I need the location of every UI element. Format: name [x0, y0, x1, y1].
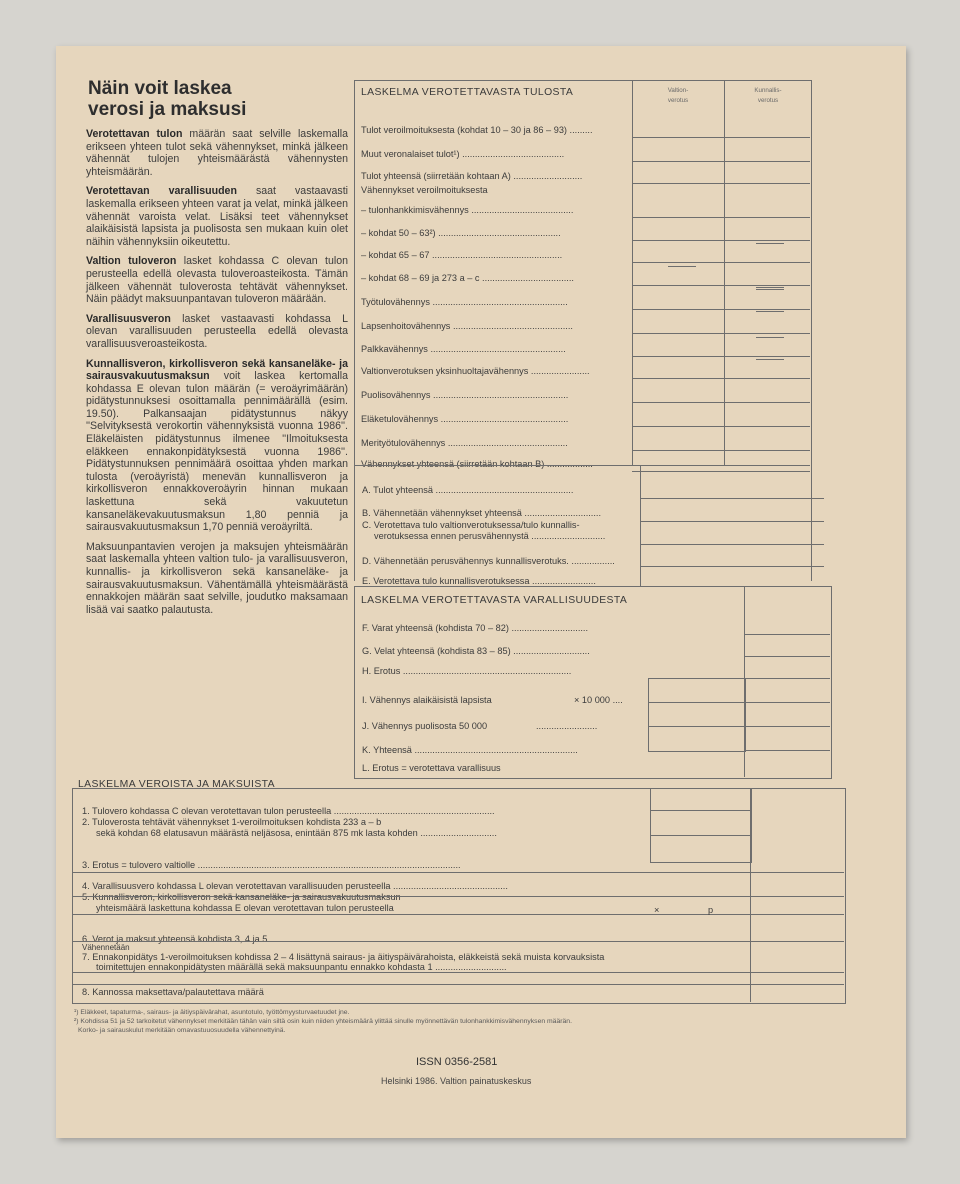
- pennies-unit: p: [708, 905, 714, 915]
- column-header-municipal: Kunnallis- verotus: [754, 87, 782, 104]
- divider: [632, 378, 810, 379]
- income-row-label: – kohdat 50 – 63²) ................................................: [361, 228, 561, 238]
- divider: [72, 914, 844, 915]
- tax-row-label: toimitettujen ennakonpidätysten määrällä sekä maksuunpantu ennakko kohdasta 1 ............................: [96, 962, 507, 972]
- income-row-label: Puolisovähennys .....................................................: [361, 390, 569, 400]
- deduction-subtotal-box: [648, 678, 746, 752]
- para-heading: Verotettavan tulon: [86, 128, 183, 140]
- no-entry-mark: [756, 243, 784, 244]
- divider: [72, 972, 844, 973]
- divider: [632, 137, 810, 138]
- para-text: saat vastaavasti laskemalla erikseen yhteen varat ja velat, minkä jälkeen vähennät varoista velat. Lisäksi teet vähennykset alaikäisistä lapsista ja puolisosta sen mukaan kuin olet näihin vähennyksiin oikeutettu.: [86, 185, 349, 248]
- divider: [632, 285, 810, 286]
- income-row-label: Tulot veroilmoituksesta (kohdat 10 – 30 ja 86 – 93) .........: [361, 125, 593, 135]
- income-row-label: Vähennykset veroilmoituksesta: [361, 185, 488, 195]
- tax-row-label: sekä kohdan 68 elatusavun määrästä neljäsosa, enintään 875 mk lasta kohden ..............................: [96, 828, 497, 838]
- divider: [744, 678, 830, 679]
- divider: [648, 702, 744, 703]
- divider: [632, 183, 810, 184]
- divider: [640, 498, 824, 499]
- instructions-title: [88, 78, 348, 120]
- divider: [744, 702, 830, 703]
- divider: [632, 240, 810, 241]
- divider: [354, 465, 810, 466]
- no-entry-mark: [756, 337, 784, 338]
- income-total-label: A. Tulot yhteensä ......................................................: [362, 485, 574, 495]
- income-row-label: Valtionverotuksen yksinhuoltajavähennys .......................: [361, 366, 590, 376]
- issn-number: ISSN 0356-2581: [416, 1056, 498, 1068]
- income-row-label: – kohdat 65 – 67 ...................................................: [361, 250, 563, 260]
- divider: [650, 835, 750, 836]
- divider: [640, 566, 824, 567]
- tax-row-label: 1. Tulovero kohdassa C olevan verotettavan tulon perusteella ...............................................................: [82, 806, 495, 816]
- no-entry-mark: [756, 289, 784, 290]
- income-row-label: – kohdat 68 – 69 ja 273 a – c ....................................: [361, 273, 574, 283]
- no-entry-mark: [756, 311, 784, 312]
- no-entry-mark: [756, 359, 784, 360]
- tax-row-label: 4. Varallisuusvero kohdassa L olevan verotettavan varallisuuden perusteella .............................................: [82, 881, 508, 891]
- instructions-column: [86, 78, 348, 623]
- wealth-row-label: H. Erotus ..................................................................: [362, 666, 572, 676]
- para-heading: Kunnallisveron, kirkollisveron sekä kansaneläke- ja sairausvakuutusmaksun: [86, 357, 348, 383]
- tax-section-title: LASKELMA VEROISTA JA MAKSUISTA: [78, 779, 275, 790]
- divider: [632, 356, 810, 357]
- wealth-row-label: F. Varat yhteensä (kohdista 70 – 82) ..............................: [362, 623, 589, 633]
- income-row-label: Tulot yhteensä (siirretään kohtaan A) ...........................: [361, 171, 583, 181]
- tax-row-label: 5. Kunnallisveron, kirkollisveron sekä kansaneläke- ja sairausvakuutusmaksun: [82, 892, 401, 902]
- divider: [648, 726, 744, 727]
- divider: [632, 450, 810, 451]
- income-row-label: Muut veronalaiset tulot¹) ........................................: [361, 149, 565, 159]
- rate-blank: [666, 914, 702, 915]
- income-total-label: E. Verotettava tulo kunnallisverotuksessa .........................: [362, 576, 596, 586]
- title-line-1: Näin voit laskea: [88, 78, 232, 99]
- tax-row-label: 2. Tuloverosta tehtävät vähennykset 1-veroilmoituksen kohdista 233 a – b: [82, 817, 382, 827]
- paragraph-total-taxes: [86, 541, 348, 617]
- wealth-row-label: I. Vähennys alaikäisistä lapsista: [362, 695, 492, 705]
- wealth-row-label: L. Erotus = verotettava varallisuus: [362, 763, 501, 773]
- state-tax-subtotal-box: [650, 788, 752, 863]
- paragraph-taxable-income: [86, 128, 348, 178]
- para-text: voit laskea kertomalla kohdassa E olevan tulon määrän (= veroäyrimäärän) pidätystunnuksesi osoittamalla pennimäärällä (esim. 19.50). Palkansaajan pidätystunnus näkyy ''Selvityksestä verokortin vähennyksistä vuonna 1986''. Eläkeläisten pidätystunnus ilmenee ''Ilmoituksesta eläkkeen ennakonpidätyksestä vuonna 1986''. Pidätystunnuksen pennimäärä osoittaa yhden markan tulosta (veroäyristä) menevän kunnallisveron ja kirkollisveron ennakkoveroäyrin hinnan mukaan laskettuna sekä vakuutetun kansaneläkevakuutusmaksun 1,80 penniä ja sairausvakuutusmaksun 1,70 penniä veroäyriltä.: [86, 370, 348, 534]
- divider: [72, 872, 844, 873]
- divider: [632, 426, 810, 427]
- wealth-row-label: G. Velat yhteensä (kohdista 83 – 85) ..............................: [362, 646, 590, 656]
- para-text: Maksuunpantavien verojen ja maksujen yhteismäärän saat laskemalla yhteen valtion tulo- ja varallisuusveron, kunnallis- ja kirkollisveron sekä kansaneläke- ja sairausvakuutusmaksun. Vähentämällä yhteismäärästä ennakkojen määrän saat selville, joudutko maksamaan lisää vai saatko palautusta.: [86, 540, 348, 616]
- tax-form-page: [56, 46, 906, 1138]
- income-section-title: LASKELMA VEROTETTAVASTA TULOSTA: [361, 87, 574, 98]
- income-row-label: – tulonhankkimisvähennys ........................................: [361, 205, 574, 215]
- divider: [744, 634, 830, 635]
- paragraph-wealth-tax: [86, 313, 348, 351]
- tax-row-label: 7. Ennakonpidätys 1-veroilmoituksen kohdissa 2 – 4 lisättynä sairaus- ja äitiyspäivärahoista, eläkkeistä sekä muista korvauksista: [82, 952, 605, 962]
- divider: [72, 896, 844, 897]
- tax-row-label: yhteismäärä laskettuna kohdassa E olevan verotettavan tulon perusteella: [96, 903, 394, 913]
- no-entry-mark: [668, 266, 696, 267]
- footnote-3: Korko- ja sairauskulut merkitään omavastuuosuudella vähennettyinä.: [78, 1027, 286, 1034]
- times-sign: ×: [654, 905, 660, 915]
- divider: [632, 262, 810, 263]
- divider: [640, 544, 824, 545]
- divider: [744, 750, 830, 751]
- divider: [72, 984, 844, 985]
- income-total-label: B. Vähennetään vähennykset yhteensä ..............................: [362, 508, 602, 518]
- title-line-2: verosi ja maksusi: [88, 99, 247, 120]
- divider: [632, 309, 810, 310]
- para-text: lasket vastaavasti kohdassa L olevan varallisuuden perusteella edellä olevasta varallisuusveroasteikosta.: [86, 312, 348, 350]
- income-row-label: Lapsenhoitovähennys ...............................................: [361, 321, 573, 331]
- divider: [632, 161, 810, 162]
- no-entry-mark: [756, 287, 784, 288]
- income-row-label: Eläketulovähennys ..................................................: [361, 414, 569, 424]
- divider: [72, 941, 844, 942]
- income-total-label: verotuksessa ennen perusvähennystä .............................: [374, 531, 606, 541]
- income-total-label: C. Verotettava tulo valtionverotuksessa/tulo kunnallis-: [362, 520, 580, 530]
- spouse-deduction-dots: ........................: [536, 721, 598, 731]
- para-text: määrän saat selville laskemalla erikseen yhteen tulot sekä vähennykset, minkä jälkeen vähennät tulojen yhteismäärästä vähennysten yhteismäärän.: [86, 128, 348, 178]
- income-row-label: Työtulovähennys .....................................................: [361, 297, 568, 307]
- column-header-state: Valtion- verotus: [667, 87, 689, 104]
- para-heading: Varallisuusveron: [86, 312, 171, 325]
- divider: [744, 726, 830, 727]
- para-heading: Verotettavan varallisuuden: [86, 185, 237, 198]
- tax-row-label: Vähennetään: [82, 943, 130, 952]
- divider: [744, 656, 830, 657]
- divider: [632, 402, 810, 403]
- para-text: lasket kohdassa C olevan tulon perusteella edellä olevasta tuloveroasteikosta. Tämän jälkeen vähennät tuloverosta tehtävät vähennykset. Näin päädyt maksuunpantavan tuloveron määrään.: [86, 255, 348, 306]
- para-heading: Valtion tuloveron: [86, 255, 177, 268]
- tax-row-label: 6. Verot ja maksut yhteensä kohdista 3, 4 ja 5 ...............................................................................: [82, 934, 472, 944]
- paragraph-state-income-tax: [86, 255, 348, 305]
- divider: [632, 217, 810, 218]
- paragraph-taxable-wealth: [86, 185, 348, 248]
- child-deduction-multiplier: × 10 000 ....: [574, 695, 623, 705]
- income-row-label: Merityötulovähennys ...............................................: [361, 438, 568, 448]
- footnote-2: ²) Kohdissa 51 ja 52 tarkoitetut vähennykset merkitään tähän vain siltä osin kuin niiden yhteismäärä ylittää sinulle myönnettävän tulonhankkimisvähennyksen määrän.: [74, 1018, 572, 1025]
- income-total-label: D. Vähennetään perusvähennys kunnallisverotuks. .................: [362, 556, 615, 566]
- divider: [640, 521, 824, 522]
- income-row-label: Vähennykset yhteensä (siirretään kohtaan B) ..................: [361, 459, 593, 469]
- wealth-section-title: LASKELMA VEROTETTAVASTA VARALLISUUDESTA: [361, 595, 628, 606]
- income-row-label: Palkkavähennys .....................................................: [361, 344, 566, 354]
- divider: [640, 465, 641, 586]
- tax-row-label: 3. Erotus = tulovero valtiolle .......................................................................................................: [82, 860, 461, 870]
- paragraph-municipal-tax: [86, 358, 348, 534]
- wealth-row-label: J. Vähennys puolisosta 50 000: [362, 721, 488, 731]
- divider: [632, 333, 810, 334]
- divider: [650, 810, 750, 811]
- divider: [632, 471, 810, 472]
- tax-row-label: 8. Kannossa maksettava/palautettava määrä: [82, 987, 264, 997]
- income-blank: [522, 914, 648, 915]
- wealth-row-label: K. Yhteensä ................................................................: [362, 745, 578, 755]
- footnote-1: ¹) Eläkkeet, tapaturma-, sairaus- ja äitiyspäivärahat, asuntotulo, työttömyysturvaetuudet jne.: [74, 1009, 350, 1016]
- publisher-line: Helsinki 1986. Valtion painatuskeskus: [381, 1076, 532, 1086]
